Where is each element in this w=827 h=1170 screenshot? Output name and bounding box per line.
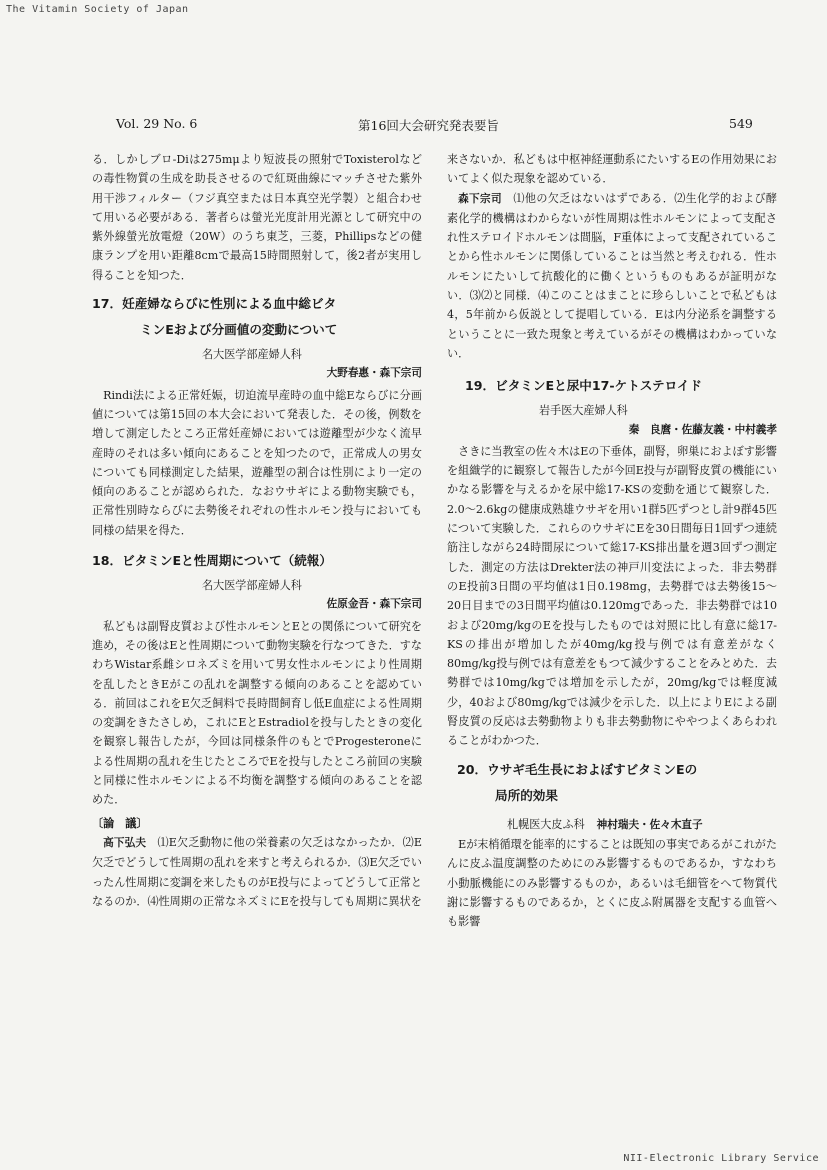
continued-question: 来さないか．私どもは中枢神経運動系にたいするEの作用効果においてよく似た現象を認めている．	[447, 153, 777, 186]
left-column	[92, 150, 422, 911]
section-20-authors: 神村瑞夫・佐々木直子	[596, 818, 703, 831]
right-column	[447, 150, 777, 931]
library-watermark: NII-Electronic Library Service	[623, 1153, 819, 1164]
section-19-affiliation: 岩手医大産婦人科	[539, 404, 628, 418]
page-number: 549	[729, 116, 753, 131]
continued-paragraph: る．しかしブロ-Diは275mμより短波長の照射でToxisterolなどの毒性物質の生成を助長させるので紅斑曲線にマッチさせた紫外用干渉フィルター（フジ真空または日本真空光学製）と組合わせて用いる必要がある．著者らは螢光光度計用光源として研究中の紫外線螢光放電燈（20W）のうち東芝，三菱，Phillipsなどの健康ランプを用い距離8cmで最高15時間照射して，後2者が実用し得ることを知つた．	[92, 153, 422, 282]
answer-speaker: 森下宗司	[458, 192, 502, 205]
section-20-byline	[507, 815, 777, 835]
discussion-heading: 〔論 議〕	[92, 816, 148, 830]
section-18-body: 私どもは副腎皮質および性ホルモンとEとの関係について研究を進め，その後はEと性周期について動物実験を行なつてきた．すなわちWistar系雌シロネズミを用いて男女性ホルモンにより性周期を乱したときEがこの乱れを調整する傾向のあることを認めている．前回はこれをE欠乏飼料で長時間飼育し低E血症による性周期の変調をきたさしめ，これにEとEstradiolを投与したときの変化を観察し報告したが，今回は同様条件のもとでProgesteroneによる性周期の乱れを生じたところでEを投与したところ前回の実験と同様に性ホルモンによる不均衡を調整する傾向のあることを認めた．	[92, 619, 422, 807]
publisher-watermark: The Vitamin Society of Japan	[6, 4, 189, 15]
section-18-title: 18．ビタミンEと性周期について（続報）	[92, 553, 332, 569]
running-header	[0, 116, 827, 134]
section-20-affiliation: 札幌医大皮ふ科	[507, 817, 585, 831]
section-17-body: Rindi法による正常妊娠，切迫流早産時の血中総Eならびに分画値については第15回の本大会において発表した．その後，例数を増して測定したところ正常妊産婦においては遊離型が少なく流早産時のそれは多い傾向にあることを知つたので，正常成人の男女についても同様測定した結果，遊離型の割合は性別により一定の傾向のあることが認められた．なおウサギによる動物実験でも，正常性別時ならびに去勢後それぞれの性ホルモン投与においても同様の結果を得た．	[92, 388, 422, 537]
section-20-title-line2: 局所的効果	[495, 787, 558, 803]
discussion-question	[92, 833, 422, 911]
question-speaker: 高下弘夫	[103, 836, 147, 849]
section-18-affiliation: 名大医学部産婦人科	[202, 579, 302, 593]
section-17-title-line1: 17．妊産婦ならびに性別による血中総ビタ	[92, 296, 337, 312]
section-17-title-line2: ミンEおよび分画値の変動について	[140, 322, 338, 338]
section-17-authors: 大野春惠・森下宗司	[326, 367, 422, 380]
section-20-title-line1: 20．ウサギ毛生長におよぼすビタミンEの	[457, 761, 698, 777]
section-18-authors: 佐原金吾・森下宗司	[326, 598, 422, 611]
answer-text: ⑴他の欠乏はないはずである．⑵生化学的および酵素化学的機構はわからないが性周期は性ホルモンによって支配され性ステロイドホルモンは間脳，F重体によって支配されていることから性ホルモンに関係していることは当然と考えむれる．性ホルモンにたいして抗酸化的に働くというものもあるが証明がない．⑶⑵と同様．⑷このことはまことに珍らしいことで私どもは4，5年前から仮説として提唱している．Eは内分泌系を調整するということに一致た現象と考えているがその機構はわかっていない．	[447, 191, 777, 360]
discussion-answer	[447, 189, 777, 364]
section-20-body: Eが末梢循環を能率的にすることは既知の事実であるがこれがたんに皮ふ温度調整のためにのみ影響するものであるか，すなわち小動脈機能にのみ影響するものか，あるいは毛細管をへて物質代謝に影響するものであるか，とくに皮ふ附属器を支配する血管へも影響	[447, 837, 777, 929]
volume-number: Vol. 29 No. 6	[116, 116, 198, 131]
section-19-title: 19．ビタミンEと尿中17-ケトステロイド	[465, 378, 703, 394]
section-19-body: さきに当教室の佐々木はEの下垂体，副腎，卵巣におよぼす影響を組織学的に観察して報告したが今回E投与が副腎皮質の機能にいかなる影響を与えるかを尿中総17-KSの変動を通じて観察した．2.0〜2.6kgの健康成熟雄ウサギを用い1群5匹ずつとし計9群45匹について実験した．これらのウサギにEを30日間毎日1回ずつ連続筋注しながら24時間尿について総17-KS排出量を週3回ずつ測定した．測定の方法はDrekter法の神戸川変法によった．非去勢群のE投前3日間の平均値は1日0.198mg，去勢群では去勢後15〜20日目までの3日間平均値は0.120mgであった．非去勢群では10および20mg/kgのEを投与したものでは対照に比し有意に総17-KSの排出が増加したが40mg/kg投与例では有意差がなく80mg/kg投与例では有意差をもつて減少することをみとめた．去勢群では10mg/kgでは増加を示したが，20mg/kgでは軽度減少，40および80mg/kgでは減少を示した．以上によりEによる副腎皮質の反応は去勢動物よりも非去勢動物にややつよくあらわれることがわかつた．	[447, 444, 777, 748]
question-text: ⑴E欠乏動物に他の栄養素の欠乏はなかったか．⑵E欠乏でどうして性周期の乱れを来すと考えられるか．⑶E欠乏でいったん性周期に変調を来したものがE投与によってどうして正常となるのか．⑷性周期の正常なネズミにEを投与しても周期に異状を	[92, 835, 422, 908]
section-19-authors: 秦 良麿・佐藤友義・中村義孝	[628, 423, 777, 436]
conference-title: 第16回大会研究発表要旨	[358, 118, 499, 133]
section-17-affiliation: 名大医学部産婦人科	[202, 348, 302, 362]
